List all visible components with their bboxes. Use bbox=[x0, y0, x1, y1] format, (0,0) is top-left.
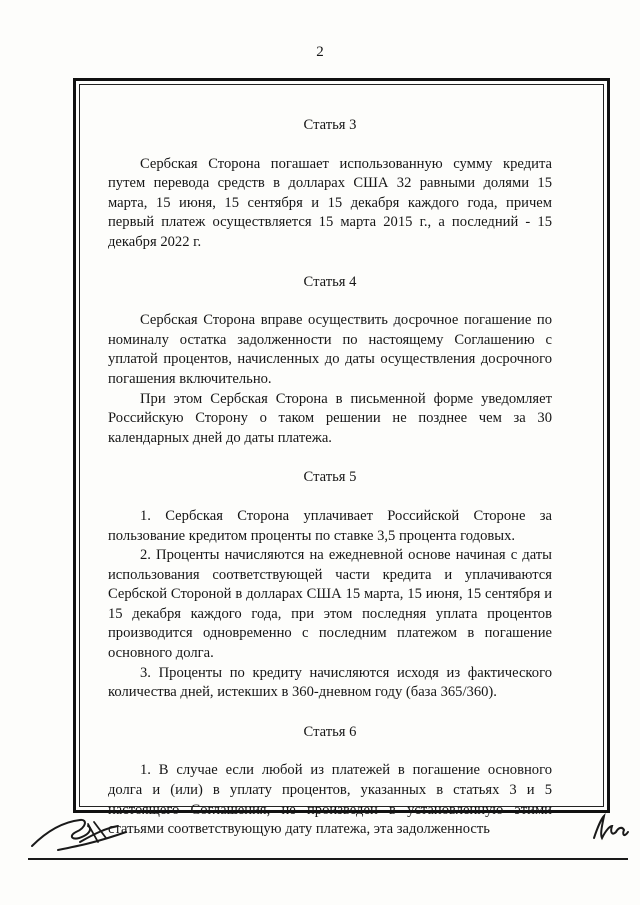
handwritten-initials-right bbox=[590, 812, 630, 844]
article-3 bbox=[108, 116, 552, 253]
article-6 bbox=[108, 723, 552, 840]
paragraph: 1. Сербская Сторона уплачивает Российской Стороне за пользование кредитом проценты по ставке 3,5 процента годовых. bbox=[108, 507, 552, 544]
article-heading: Статья 5 bbox=[303, 469, 357, 486]
paragraph: Сербская Сторона вправе осуществить досрочное погашение по номиналу остатка задолженности по настоящему Соглашению с уплатой процентов, начисленных до даты осуществления досрочного погашения включительно. bbox=[108, 312, 552, 387]
article-heading: Статья 4 bbox=[303, 273, 357, 290]
article-heading: Статья 3 bbox=[303, 117, 357, 133]
article-5 bbox=[108, 468, 552, 703]
paragraph: 1. В случае если любой из платежей в погашение основного долга и (или) в уплату процентов, указанных в статьях 3 и 5 настоящего Соглашения, не произведен в установленную этими статьями соответствующую дату платежа, эта задолженность bbox=[108, 762, 552, 838]
paragraph: Сербская Сторона погашает использованную сумму кредита путем перевода средств в долларах США 32 равными долями 15 марта, 15 июня, 15 сентября и 15 декабря каждого года, причем первый платеж осуществляется 15 марта 2015 г., а последний - 15 декабря 2022 г. bbox=[108, 155, 552, 250]
page-number: 2 bbox=[316, 44, 324, 60]
document-body bbox=[108, 116, 552, 838]
article-4 bbox=[108, 273, 552, 449]
paragraph: 2. Проценты начисляются на ежедневной основе начиная с даты использования соответствующей части кредита и уплачиваются Сербской Стороной в долларах США 15 марта, 15 июня, 15 сентября и 15 декабря каждого года, при этом последняя уплата процентов производится одновременно с последним платежом в погашение основного долга. bbox=[108, 547, 552, 662]
article-heading: Статья 6 bbox=[303, 723, 357, 740]
paragraph: 3. Проценты по кредиту начисляются исходя из фактического количества дней, истекших в 360-дневном году (база 365/360). bbox=[108, 664, 552, 701]
bottom-rule bbox=[28, 858, 628, 860]
paragraph: При этом Сербская Сторона в письменной форме уведомляет Российскую Сторону о таком решении не позднее чем за 30 календарных дней до даты платежа. bbox=[108, 390, 552, 446]
handwritten-signature-left bbox=[28, 812, 138, 856]
